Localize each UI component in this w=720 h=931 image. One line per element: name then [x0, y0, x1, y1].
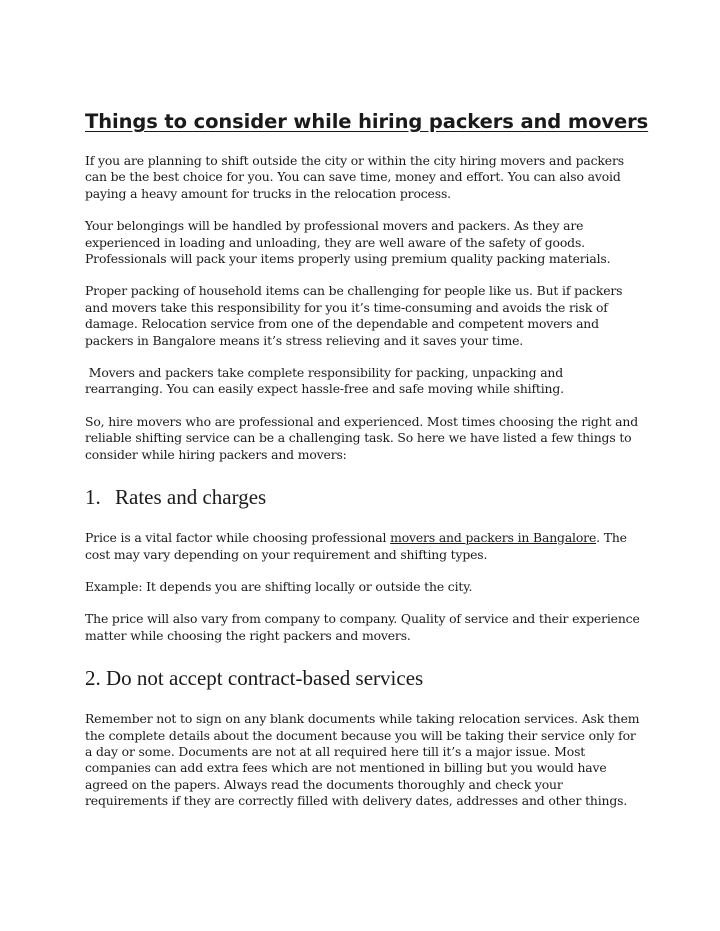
rates-paragraph-1 [85, 530, 640, 563]
rates-text-before-link: Price is a vital factor while choosing professional [85, 530, 391, 546]
movers-packers-bangalore-link[interactable]: movers and packers in Bangalore [390, 530, 597, 546]
section-number: 1. [85, 485, 101, 510]
intro-paragraph-3: Proper packing of household items can be challenging for people like us. But if packers and movers take this responsibility for you it’s time-consuming and avoids the risk of damage. Relocation service from one of the dependable and competent movers and packers in Bangalore means it’s stress relieving and it saves your time. [85, 283, 623, 348]
intro-paragraph-4: Movers and packers take complete responsibility for packing, unpacking and rearranging. You can easily expect hassle-free and safe moving while shifting. [85, 365, 567, 397]
rates-text-after-link: . The cost may vary depending on your requirement and shifting types. [85, 530, 627, 562]
section-heading-rates [85, 485, 640, 510]
intro-paragraph-5: So, hire movers who are professional and experienced. Most times choosing the right and reliable shifting service can be a challenging task. So here we have listed a few things to consider while hiring packers and movers: [85, 413, 638, 462]
intro-paragraph-2: Your belongings will be handled by professional movers and packers. As they are experienced in loading and unloading, they are well aware of the safety of goods. Professionals will pack your items properly using premium quality packing materials. [85, 218, 611, 267]
intro-paragraph-1: If you are planning to shift outside the city or within the city hiring movers and packers can be the best choice for you. You can save time, money and effort. You can also avoid paying a heavy amount for trucks in the relocation process. [85, 153, 624, 201]
rates-paragraph-2: Example: It depends you are shifting locally or outside the city. [85, 578, 473, 594]
contract-paragraph-1: Remember not to sign on any blank documents while taking relocation services. Ask them the complete details about the document because you will be taking their service only for a day or some. Documents are not at all required here till it’s a major issue. Most companies can add extra fees which are not mentioned in billing but you would have agreed on the papers. Always read the documents thoroughly and check your requirements if they are correctly filled with delivery dates, addresses and other things. [85, 711, 640, 809]
page-title: Things to consider while hiring packers and movers [85, 110, 649, 133]
document-body [85, 110, 649, 826]
section-heading-text: Rates and charges [115, 485, 267, 510]
rates-paragraph-3: The price will also vary from company to company. Quality of service and their experience matter while choosing the right packers and movers. [85, 611, 640, 643]
section-heading-contract: 2. Do not accept contract-based services [85, 666, 424, 691]
